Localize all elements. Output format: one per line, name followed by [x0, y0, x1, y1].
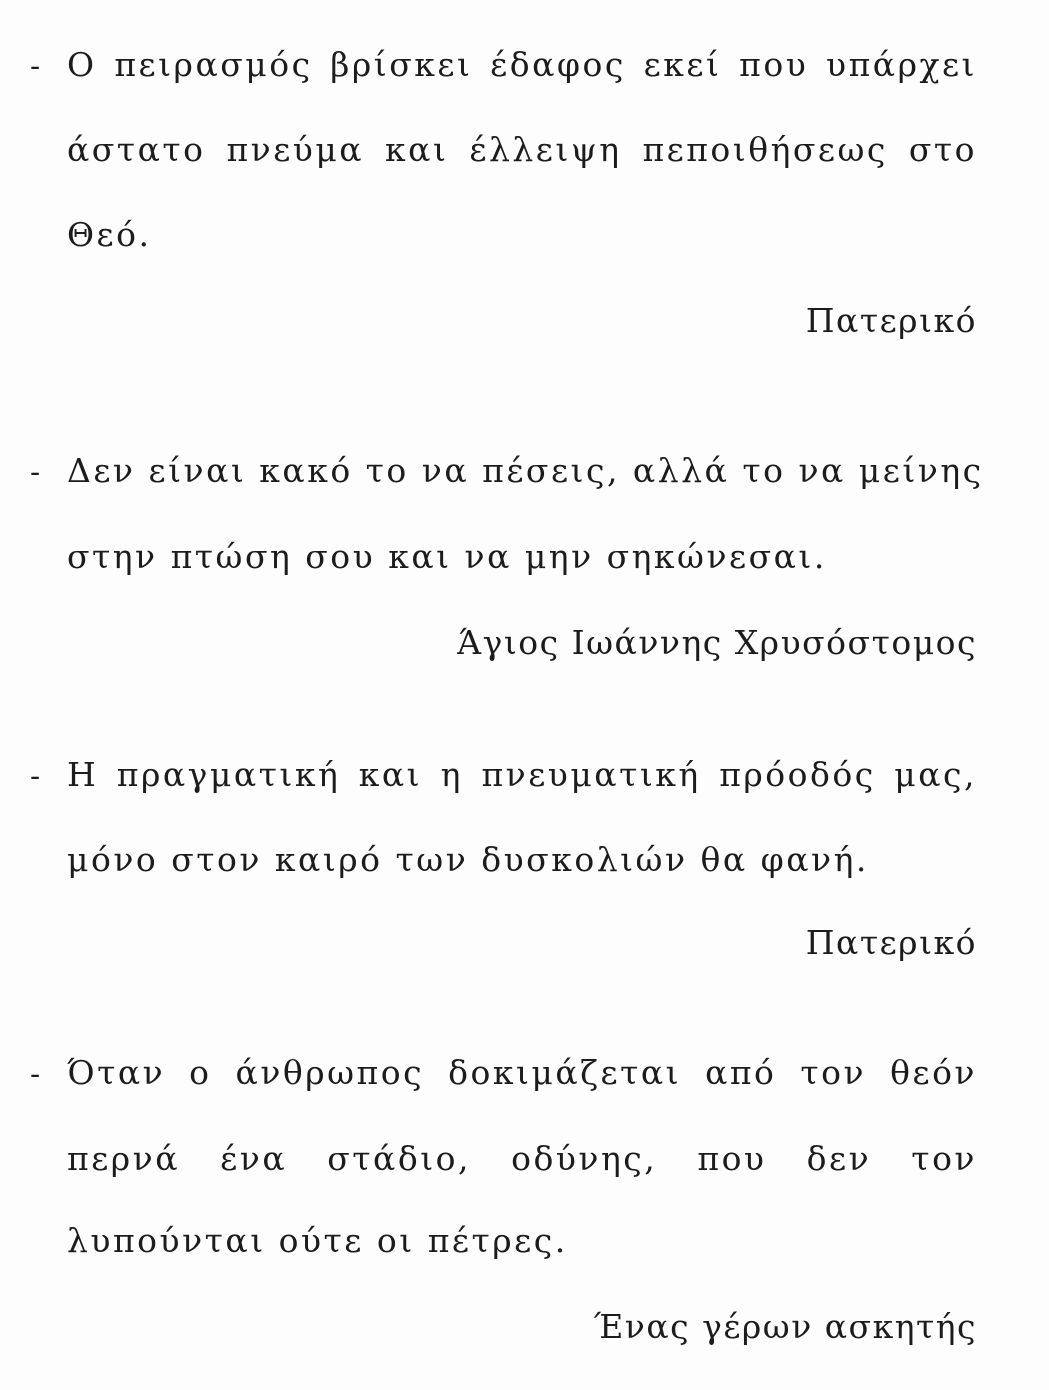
- list-dash: -: [30, 759, 41, 794]
- quote-line: Η πραγματική και η πνευματική πρόοδός μας,: [67, 755, 977, 794]
- list-dash: -: [30, 1057, 41, 1092]
- list-dash: -: [30, 49, 41, 84]
- quote-line: στην πτώση σου και να μην σηκώνεσαι.: [67, 537, 827, 576]
- list-dash: -: [30, 455, 41, 490]
- quote-line: λυπούνται ούτε οι πέτρες.: [67, 1221, 568, 1260]
- quote-line: Θεό.: [67, 215, 152, 254]
- quote-line: Όταν ο άνθρωπος δοκιμάζεται από τον θεόν: [67, 1053, 977, 1092]
- quote-author: Πατερικό: [805, 923, 977, 962]
- quote-line: μόνο στον καιρό των δυσκολιών θα φανή.: [67, 840, 869, 879]
- quote-line: Δεν είναι κακό το να πέσεις, αλλά το να μείνης: [67, 451, 984, 490]
- quote-author: Πατερικό: [805, 301, 977, 340]
- quote-line: Ο πειρασμός βρίσκει έδαφος εκεί που υπάρχει: [67, 45, 977, 84]
- quote-line: άστατο πνεύμα και έλλειψη πεποιθήσεως στο: [67, 130, 977, 169]
- quote-author: Ένας γέρων ασκητής: [593, 1307, 977, 1346]
- quote-line: περνά ένα στάδιο, οδύνης, που δεν τον: [67, 1139, 977, 1178]
- quote-author: Άγιος Ιωάννης Χρυσόστομος: [457, 623, 977, 662]
